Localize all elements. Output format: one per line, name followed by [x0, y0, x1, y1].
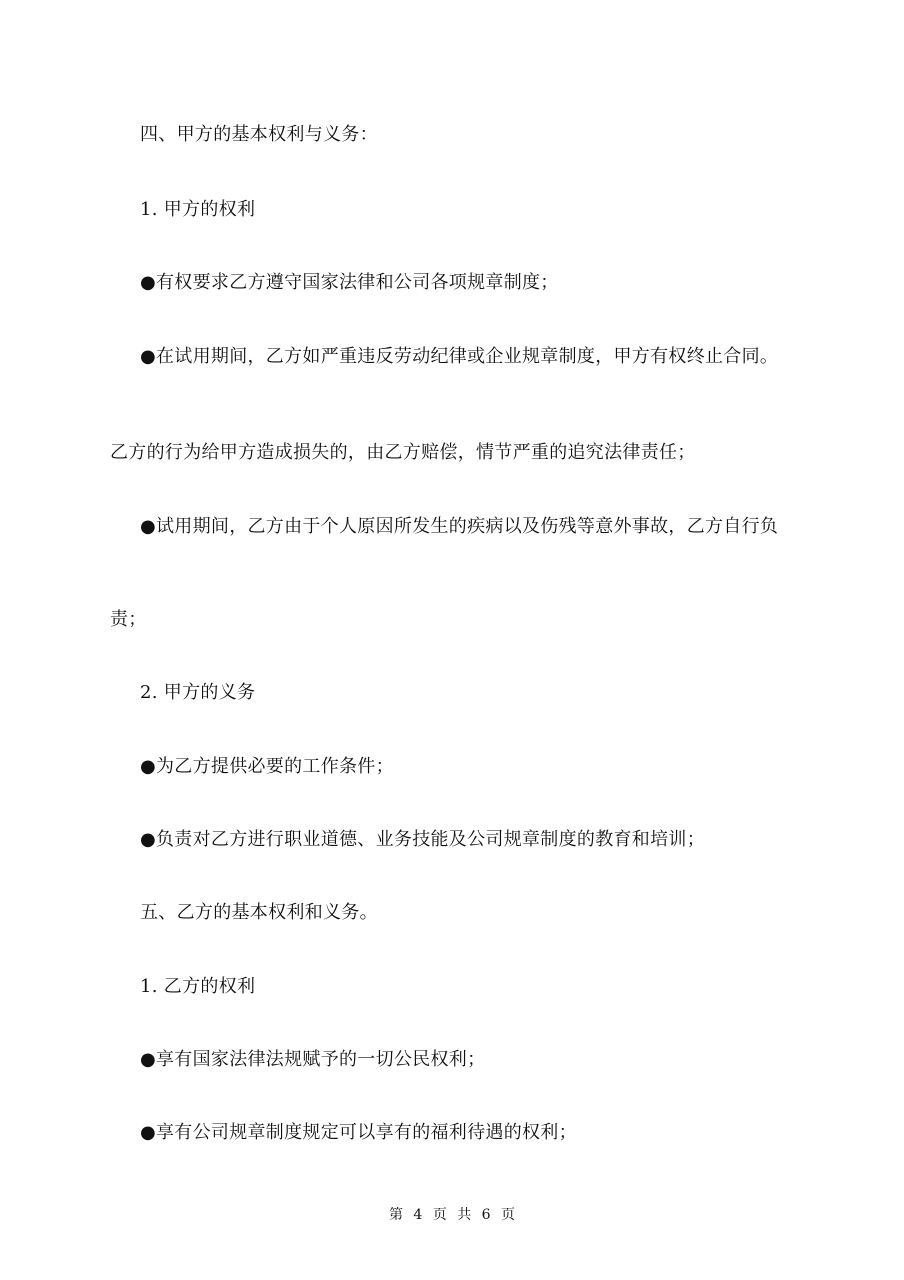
paragraph-line: ●在试用期间，乙方如严重违反劳动纪律或企业规章制度，甲方有权终止合同。 [140, 346, 779, 367]
section-heading-4: 四、甲方的基本权利与义务： [140, 124, 378, 145]
subheading-party-b-rights: 1. 乙方的权利 [140, 976, 256, 997]
paragraph-line: ●享有公司规章制度规定可以享有的福利待遇的权利； [140, 1122, 577, 1143]
paragraph-line: 责； [110, 609, 147, 630]
subheading-party-a-obligations: 2. 甲方的义务 [140, 682, 256, 703]
subheading-party-a-rights: 1. 甲方的权利 [140, 199, 256, 220]
paragraph-line: ●享有国家法律法规赋予的一切公民权利； [140, 1049, 486, 1070]
paragraph-line: ●试用期间，乙方由于个人原因所发生的疾病以及伤残等意外事故，乙方自行负 [140, 516, 779, 537]
section-heading-5: 五、乙方的基本权利和义务。 [140, 902, 378, 923]
paragraph-line: ●为乙方提供必要的工作条件； [140, 756, 394, 777]
page-number-footer: 第 4 页 共 6 页 [388, 1207, 516, 1223]
paragraph-line: ●有权要求乙方遵守国家法律和公司各项规章制度； [140, 272, 559, 293]
paragraph-line: 乙方的行为给甲方造成损失的，由乙方赔偿，情节严重的追究法律责任； [110, 442, 696, 463]
paragraph-line: ●负责对乙方进行职业道德、业务技能及公司规章制度的教育和培训； [140, 829, 706, 850]
